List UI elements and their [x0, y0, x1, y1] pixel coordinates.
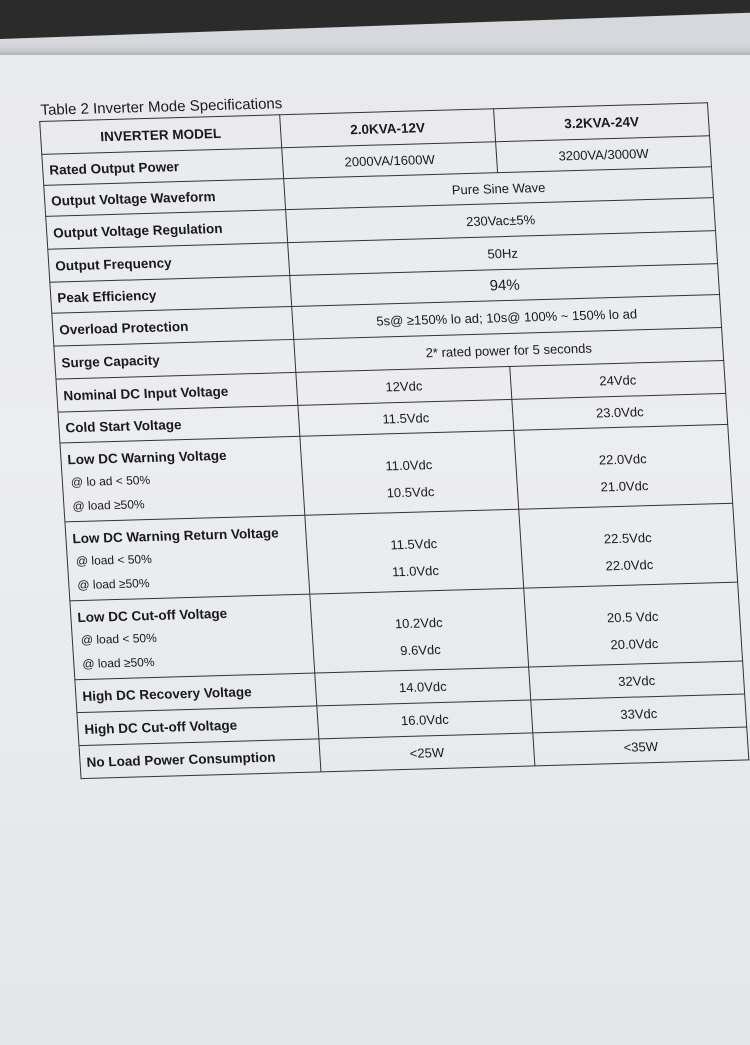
row-label: Low DC Cut-off Voltage — [76, 605, 228, 625]
row-label: High DC Recovery Voltage — [75, 673, 317, 713]
value-a-group — [305, 509, 524, 594]
value-b: 24Vdc — [510, 360, 726, 399]
row-label: Low DC Warning Return Voltage — [71, 524, 280, 546]
value-b: 22.0Vdc — [598, 451, 648, 468]
row-label: Surge Capacity — [54, 339, 296, 379]
value-shared: 2* rated power for 5 seconds — [294, 328, 724, 373]
spec-table — [39, 102, 749, 779]
value-b-group — [519, 503, 738, 588]
value-b: <35W — [533, 727, 749, 766]
value-a: 11.0Vdc — [391, 563, 440, 580]
value-b: 22.0Vdc — [605, 557, 654, 574]
value-b: 21.0Vdc — [600, 478, 649, 495]
value-a: 10.2Vdc — [394, 614, 444, 632]
header-model-cell: INVERTER MODEL — [40, 115, 282, 155]
row-label: High DC Cut-off Voltage — [77, 706, 319, 746]
row-label: Rated Output Power — [42, 148, 284, 186]
value-shared: 50Hz — [288, 231, 718, 276]
row-label-group — [65, 515, 310, 601]
value-b-group — [514, 424, 733, 509]
value-a: 11.5Vdc — [389, 536, 438, 553]
table-caption: Table 2 Inverter Mode Specifications — [39, 95, 283, 119]
value-shared: Pure Sine Wave — [284, 167, 714, 210]
value-b: 20.0Vdc — [610, 635, 659, 653]
row-label: Peak Efficiency — [50, 276, 292, 314]
value-a: 14.0Vdc — [315, 667, 531, 706]
value-b: 3200VA/3000W — [496, 136, 712, 173]
row-label: Overload Protection — [52, 306, 294, 346]
value-a-group — [300, 430, 519, 515]
value-b-group — [524, 582, 743, 667]
header-col-a: 2.0KVA-12V — [280, 109, 496, 148]
value-a: 16.0Vdc — [317, 700, 533, 739]
value-a: 11.0Vdc — [384, 457, 433, 474]
row-label: Output Frequency — [48, 243, 290, 283]
row-sublabel: @ load ≥50% — [76, 575, 150, 592]
value-shared: 230Vac±5% — [286, 198, 716, 243]
row-label: Nominal DC Input Voltage — [56, 372, 298, 412]
row-sublabel: @ lo ad < 50% — [70, 472, 151, 489]
row-label: Cold Start Voltage — [58, 405, 300, 443]
value-b: 33Vdc — [531, 694, 747, 733]
row-sublabel: @ load ≥50% — [71, 496, 145, 513]
spec-document — [38, 83, 748, 779]
value-shared: 94% — [290, 264, 720, 307]
header-col-b: 3.2KVA-24V — [494, 103, 710, 142]
value-b: 32Vdc — [529, 661, 745, 700]
value-a: 9.6Vdc — [399, 641, 442, 659]
value-a: 11.5Vdc — [298, 399, 514, 436]
row-label-group — [60, 436, 305, 522]
value-b: 23.0Vdc — [512, 393, 728, 430]
value-a: 10.5Vdc — [386, 484, 435, 501]
row-label: Low DC Warning Voltage — [67, 447, 227, 467]
row-label: Output Voltage Waveform — [44, 179, 286, 217]
value-a: 2000VA/1600W — [282, 142, 498, 179]
value-a: <25W — [319, 733, 535, 772]
row-sublabel: @ load ≥50% — [81, 654, 155, 671]
row-sublabel: @ load < 50% — [80, 630, 158, 647]
value-a: 12Vdc — [296, 366, 512, 405]
row-label: Output Voltage Regulation — [46, 210, 288, 250]
row-label-group — [70, 594, 315, 680]
row-label: No Load Power Consumption — [79, 739, 321, 779]
row-sublabel: @ load < 50% — [75, 551, 153, 568]
value-a-group — [310, 588, 529, 673]
value-b: 22.5Vdc — [603, 530, 653, 547]
value-shared: 5s@ ≥150% lo ad; 10s@ 100% ~ 150% lo ad — [292, 295, 722, 340]
value-b: 20.5 Vdc — [606, 608, 659, 626]
